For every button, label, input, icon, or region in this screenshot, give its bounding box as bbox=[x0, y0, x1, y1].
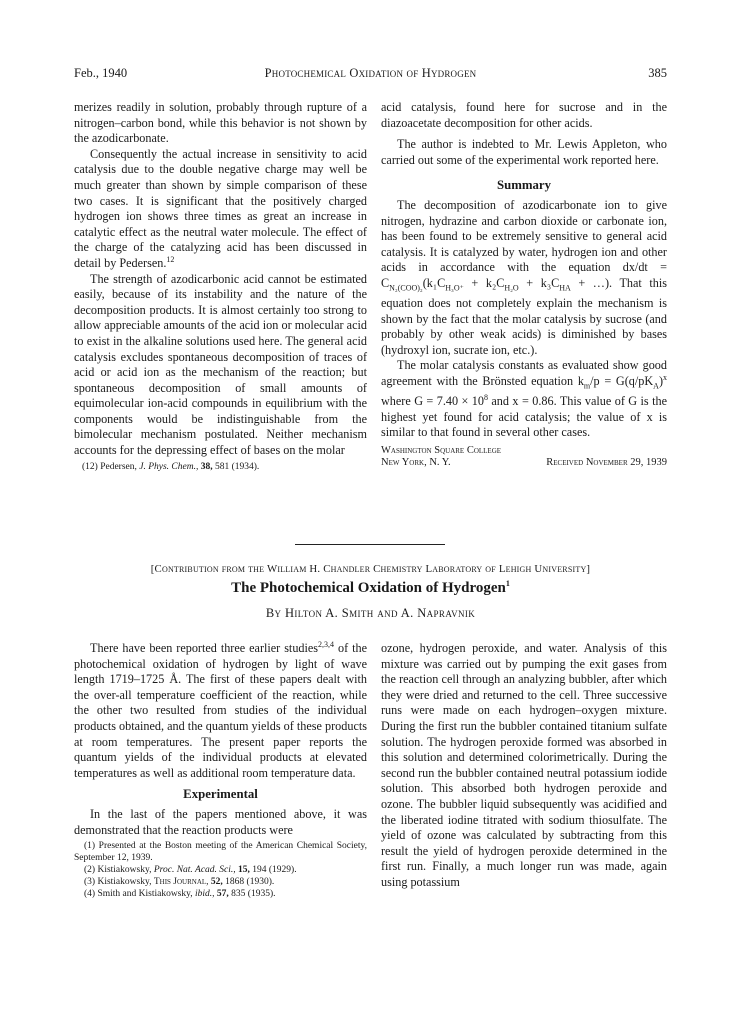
top-right-column bbox=[381, 100, 667, 471]
paragraph: merizes readily in solution, probably through rupture of a nitrogen–carbon bond, while this behavior is not shown by the azodicarbonate. bbox=[74, 100, 367, 146]
header-date: Feb., 1940 bbox=[74, 66, 128, 80]
bottom-left-column bbox=[74, 641, 367, 900]
footnote-1: (1) Presented at the Boston meeting of the American Chemical Society, September 12, 1939. bbox=[74, 841, 367, 864]
paragraph: There have been reported three earlier studies$^{2,3,4}$ of the photochemical oxidation of hydrogen by light of wave length 1719–1725 Å. The first of these papers dealt with the over-all temperature coefficient of the reaction, while the other two resulted from studies of the individual products obtained, and the quantum yields of these products at room temperatures. The present paper reports the quantum yields of the individual products at elevated temperatures as well as additional room temperature data. bbox=[74, 639, 367, 780]
experimental-heading: Experimental bbox=[183, 787, 258, 802]
page-number: 385 bbox=[648, 66, 667, 80]
header-title: Photochemical Oxidation of Hydrogen bbox=[264, 66, 477, 80]
signoff bbox=[381, 445, 667, 471]
footnote-ref: 2,3,4 bbox=[318, 639, 335, 649]
paragraph: Consequently the actual increase in sensitivity to acid catalysis due to the double negative charge may well be much greater than shown by simple comparison of these two cases. It is significant that the positively charged hydrogen ion shows three times as great an increase in catalytic effect as the neutral water molecule. The effect of the charge of the catalyzing acid has been discussed in detail by Pedersen.$^{12}$ bbox=[74, 146, 367, 270]
location: New York, N. Y. bbox=[381, 456, 451, 468]
institution: Washington Square College bbox=[381, 444, 502, 456]
contribution-line: [Contribution from the William H. Chandler Chemistry Laboratory of Lehigh University] bbox=[150, 563, 591, 575]
acknowledgment: The author is indebted to Mr. Lewis Appleton, who carried out some of the experimental work reported here. bbox=[381, 137, 667, 167]
paragraph: acid catalysis, found here for sucrose and in the diazoacetate decomposition for other acids. bbox=[381, 100, 667, 130]
summary-heading: Summary bbox=[496, 178, 552, 193]
paragraph: In the last of the papers mentioned above, it was demonstrated that the reaction products were bbox=[74, 806, 367, 837]
paragraph: ozone, hydrogen peroxide, and water. Analysis of this mixture was carried out by pumping the exit gases from the reaction cell through an analyzing bubbler, after which they were dried and returned to the cell. Three successive runs were made on each hydrogen–oxygen mixture. During the first run the bubbler contained titanium sulfate solution. The hydrogen peroxide formed was absorbed in this solution and determined colorimetrically. During the second run the bubbler contained neutral potassium iodide solution. This absorbed both hydrogen peroxide and ozone. The bubbler liquid subsequently was acidified and the liberated iodine titrated with sodium thiosulfate. The yield of ozone was calculated by subtracting from this result the yield of hydrogen peroxide determined in the first run. Finally, a much longer run was made, again using potassium bbox=[381, 641, 667, 889]
title-footnote-ref: 1 bbox=[505, 579, 510, 588]
footnote-12: (12) Pedersen, J. Phys. Chem., 38, 581 (1934). bbox=[82, 461, 260, 472]
bottom-right-column bbox=[381, 641, 667, 891]
article-divider bbox=[295, 544, 445, 545]
footnote-3: (3) Kistiakowsky, This Journal, 52, 1868 (1930). bbox=[84, 877, 275, 888]
top-left-column bbox=[74, 100, 367, 473]
running-header bbox=[74, 66, 667, 84]
footnote-ref: 12 bbox=[166, 254, 175, 264]
article-title: The Photochemical Oxidation of Hydrogen$^1$ bbox=[231, 579, 510, 596]
received-date: Received November 29, 1939 bbox=[546, 456, 667, 468]
authors: By Hilton A. Smith and A. Napravnik bbox=[265, 606, 476, 620]
footnote-2: (2) Kistiakowsky, Proc. Nat. Acad. Sci., 15, 194 (1929). bbox=[84, 865, 297, 876]
paragraph: The strength of azodicarbonic acid cannot be estimated easily, because of its instability and the nature of the decomposition products. It is almost certainly too strong to allow appreciable amounts of the acid ion or molecular acid to exist in the alkaline solutions used here. The general acid catalysis excludes spontaneous decomposition of traces of acid or acid ion as the mechanism of the reaction; but spontaneous decomposition of small amounts of equimolecular ion-acid compounds in equilibrium with the components would be indistinguishable from the bimolecular mechanism postulated. Neither mechanism accounts for the depressing effect of bases on the molar bbox=[74, 271, 367, 458]
summary-paragraph: The decomposition of azodicarbonate ion to give nitrogen, hydrazine and carbon dioxide or carbonate ion, has been found to be extremely sensitive to general acid catalysis. It is catalyzed by water, hydrogen ion and other acids in accordance with the equation $dx/dt = C_{N_2(COO)_2}(k_1C_{H_3O^+} + k_2C_{H_2O} + k_3C_{HA}$ + …). That this equation does not completely explain the mechanism is shown by the fact that the molar catalysis by sucrose (and probably by other weak acids) is diminished by bases (hydroxyl ion, sucrate ion, etc.). bbox=[381, 197, 667, 357]
footnote-4: (4) Smith and Kistiakowsky, ibid., 57, 835 (1935). bbox=[84, 889, 276, 900]
summary-paragraph: The molar catalysis constants as evaluated show good agreement with the Brönsted equation $k_m/p = G(q/pK_A)^x$ where $G = 7.40 \times 10^8$ and x = 0.86. This value of G is the highest yet found for acid catalysis; the value of x is similar to that found in several other cases. bbox=[381, 358, 668, 440]
